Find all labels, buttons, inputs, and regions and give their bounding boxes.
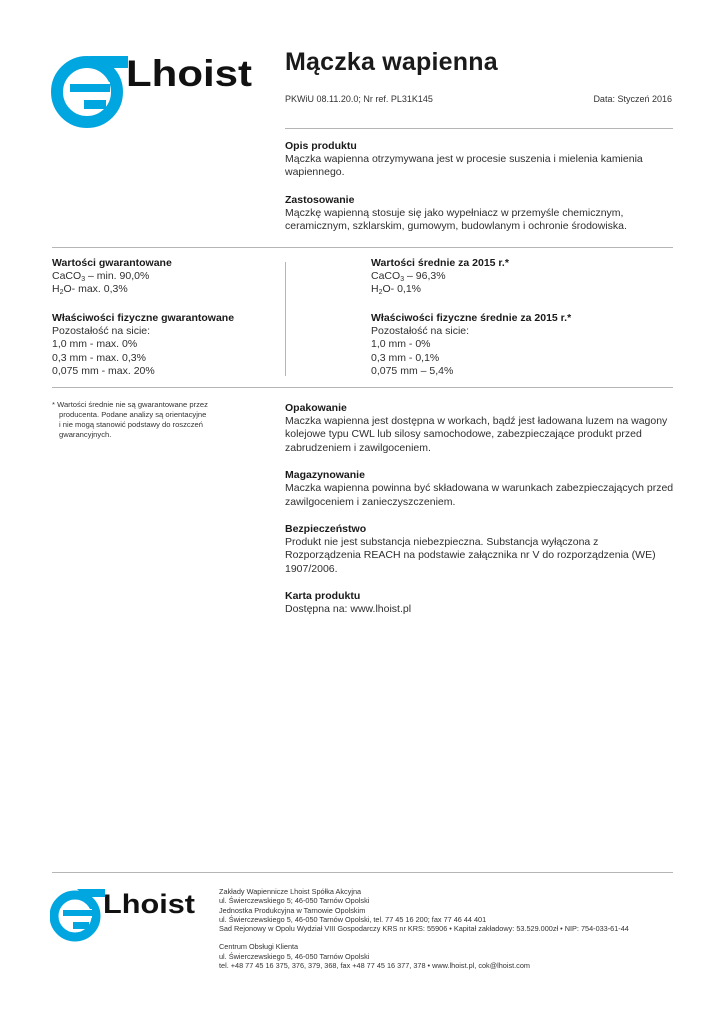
guaranteed-values <box>52 256 277 378</box>
h2o-value: $H_2O-$ 0,1% <box>371 283 422 297</box>
footer-address: ul. Świerczewskiego 5; 46-050 Tarnów Opolski <box>219 896 370 906</box>
lhoist-symbol-icon <box>54 889 105 937</box>
sieve-value: 1,0 mm - max. 0% <box>52 338 138 351</box>
document-date: Data: Styczeń 2016 <box>593 94 672 104</box>
sieve-value: 0,3 mm - 0,1% <box>371 351 440 364</box>
footer-unit: Jednostka Produkcyjna w Tarnowie Opolskim <box>219 905 366 915</box>
physical-heading: Właściwości fizyczne średnie za 2015 r.* <box>371 311 572 324</box>
column-divider <box>285 262 286 376</box>
packaging-heading: Opakowanie <box>285 402 347 414</box>
lhoist-logo <box>50 50 255 130</box>
footer-divider <box>52 872 673 873</box>
safety-text: Produkt nie jest substancja niebezpieczna. Substancja wyłączona z Rozporządzenia REACH na podstawie załącznika nr V do rozporządzenia (WE) 1907/2006. <box>285 536 656 575</box>
divider <box>52 387 673 388</box>
product-reference: PKWiU 08.11.20.0; Nr ref. PL31K145 <box>285 94 433 104</box>
storage-heading: Magazynowanie <box>285 469 365 482</box>
average-heading: Wartości średnie za 2015 r.* <box>371 257 509 269</box>
safety-heading: Bezpieczeństwo <box>285 523 367 536</box>
caco3-value: CaCO$_3$ – 96,3% <box>371 270 446 283</box>
brand-wordmark-footer: Lhoist <box>103 889 195 919</box>
brand-wordmark: Lhoist <box>126 53 252 94</box>
sieve-value: 0,075 mm - max. 20% <box>52 365 155 378</box>
intro-section <box>285 139 675 247</box>
details-section <box>285 401 677 630</box>
footer-info <box>219 887 689 970</box>
sieve-value: 1,0 mm - 0% <box>371 338 431 351</box>
section-text: Mączka wapienna otrzymywana jest w procesie suszenia i mielenia kamienia wapiennego. <box>285 153 643 179</box>
caco3-value: CaCO$_3$ – min. 90,0% <box>52 270 150 283</box>
section-heading: Opis produktu <box>285 140 357 152</box>
average-values <box>371 256 671 378</box>
sieve-label: Pozostałość na sicie: <box>52 324 151 337</box>
lhoist-logo-footer <box>50 883 198 945</box>
sieve-label: Pozostałość na sicie: <box>371 324 470 337</box>
footer-unit-address: ul. Świerczewskiego 5, 46-050 Tarnów Opolski, tel. 77 45 16 200; fax 77 46 44 401 <box>219 914 487 924</box>
footer-center-address: ul. Świerczewskiego 5, 46-050 Tarnów Opolski <box>219 951 370 961</box>
footer-company: Zakłady Wapienniczе Lhoist Spółka Akcyjna <box>219 887 362 896</box>
physical-heading: Właściwości fizyczne gwarantowane <box>52 311 235 324</box>
section-text: Mączkę wapienną stosuje się jako wypełniacz w przemyśle chemicznym, ceramicznym, szklarskim, gumowym, budowlanym i ochronie środowiska. <box>285 206 627 233</box>
footer-center-contact: tel. +48 77 45 16 375, 376, 379, 368, fax +48 77 45 16 377, 378 • www.lhoist.pl, cok@lhoist.com <box>219 961 530 971</box>
lhoist-symbol-icon <box>57 56 128 122</box>
footer-center: Centrum Obsługi Klienta <box>219 942 299 952</box>
sieve-value: 0,075 mm – 5,4% <box>371 365 454 378</box>
sieve-value: 0,3 mm - max. 0,3% <box>52 351 146 364</box>
divider <box>285 128 673 129</box>
datasheet-text: Dostępna na: www.lhoist.pl <box>285 603 412 616</box>
guaranteed-heading: Wartości gwarantowane <box>52 257 172 269</box>
footer-registry: Sad Rejonowy w Opolu Wydział VIII Gospodarczy KRS nr KRS: 55906 • Kapitał zakładowy: 53.529.000zł • NIP: 754-033-61-44 <box>219 924 629 934</box>
divider <box>52 247 673 248</box>
footnote: * Wartości średnie nie są gwarantowane przez producenta. Podane analizy są orientacyjne i nie mogą stanowić podstawy do roszczeń gwarancyjnych. <box>52 400 208 439</box>
storage-text: Maczka wapienna powinna być składowana w warunkach zabezpieczających przed zawilgoceniem i zanieczyszczeniem. <box>285 482 674 508</box>
page-title: Mączka wapienna <box>285 48 498 76</box>
section-heading: Zastosowanie <box>285 193 355 206</box>
datasheet-heading: Karta produktu <box>285 590 361 603</box>
h2o-value: $H_2O-$ max. 0,3% <box>52 283 128 297</box>
packaging-text: Maczka wapienna jest dostępna w workach, bądź jest ładowana luzem na wagony kolejowe typu CWL lub silosy samochodowe, zabezpieczające produkt przed zabrudzeniem i zawilgoceniem. <box>285 415 668 454</box>
